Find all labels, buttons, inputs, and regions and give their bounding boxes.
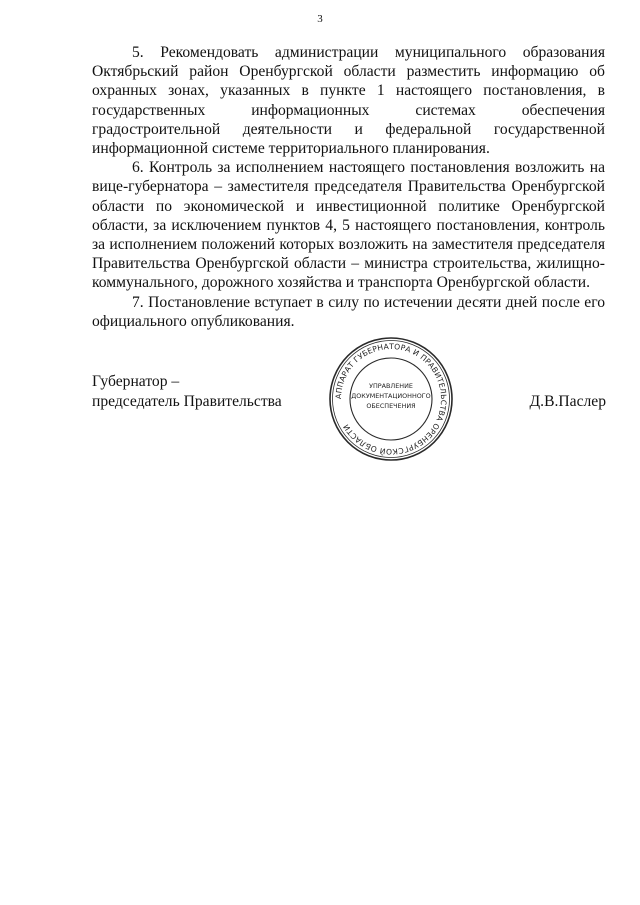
seal-center-line2: ДОКУМЕНТАЦИОННОГО: [351, 392, 431, 400]
seal-ring-text: АППАРАТ ГУБЕРНАТОРА И ПРАВИТЕЛЬСТВА ОРЕНБУРГСКОЙ ОБЛАСТИ: [333, 341, 449, 457]
seal-center-line1: УПРАВЛЕНИЕ: [369, 382, 413, 390]
paragraph-5: 5. Рекомендовать администрации муниципального образования Октябрьский район Оренбургской области разместить информацию об охранных зонах, указанных в пункте 1 настоящего постановления, в государственных информационных системах обеспечения градостроительной деятельности и федеральной государственной информационной системе территориального планирования.: [92, 44, 605, 158]
page-number: 3: [317, 13, 323, 25]
signatory-name: Д.В.Паслер: [529, 393, 606, 410]
seal-center-line3: ОБЕСПЕЧЕНИЯ: [366, 402, 416, 410]
document-body: [92, 43, 605, 331]
signatory-title-line1: Губернатор –: [92, 373, 180, 390]
paragraph-6: 6. Контроль за исполнением настоящего постановления возложить на вице-губернатора – заместителя председателя Правительства Оренбургской области по экономической и инвестиционной политике Оренбургской области, за исключением пунктов 4, 5 настоящего постановления, контроль за исполнением положений которых возложить на заместителя председателя Правительства Оренбургской области – министра строительства, жилищно-коммунального, дорожного хозяйства и транспорта Оренбургской области.: [92, 159, 605, 292]
signatory-title-line2: председатель Правительства: [92, 393, 282, 410]
signatory-title: [92, 372, 282, 412]
official-seal-icon: [327, 335, 455, 463]
paragraph-7: 7. Постановление вступает в силу по истечении десяти дней после его официального опубликования.: [92, 293, 605, 330]
